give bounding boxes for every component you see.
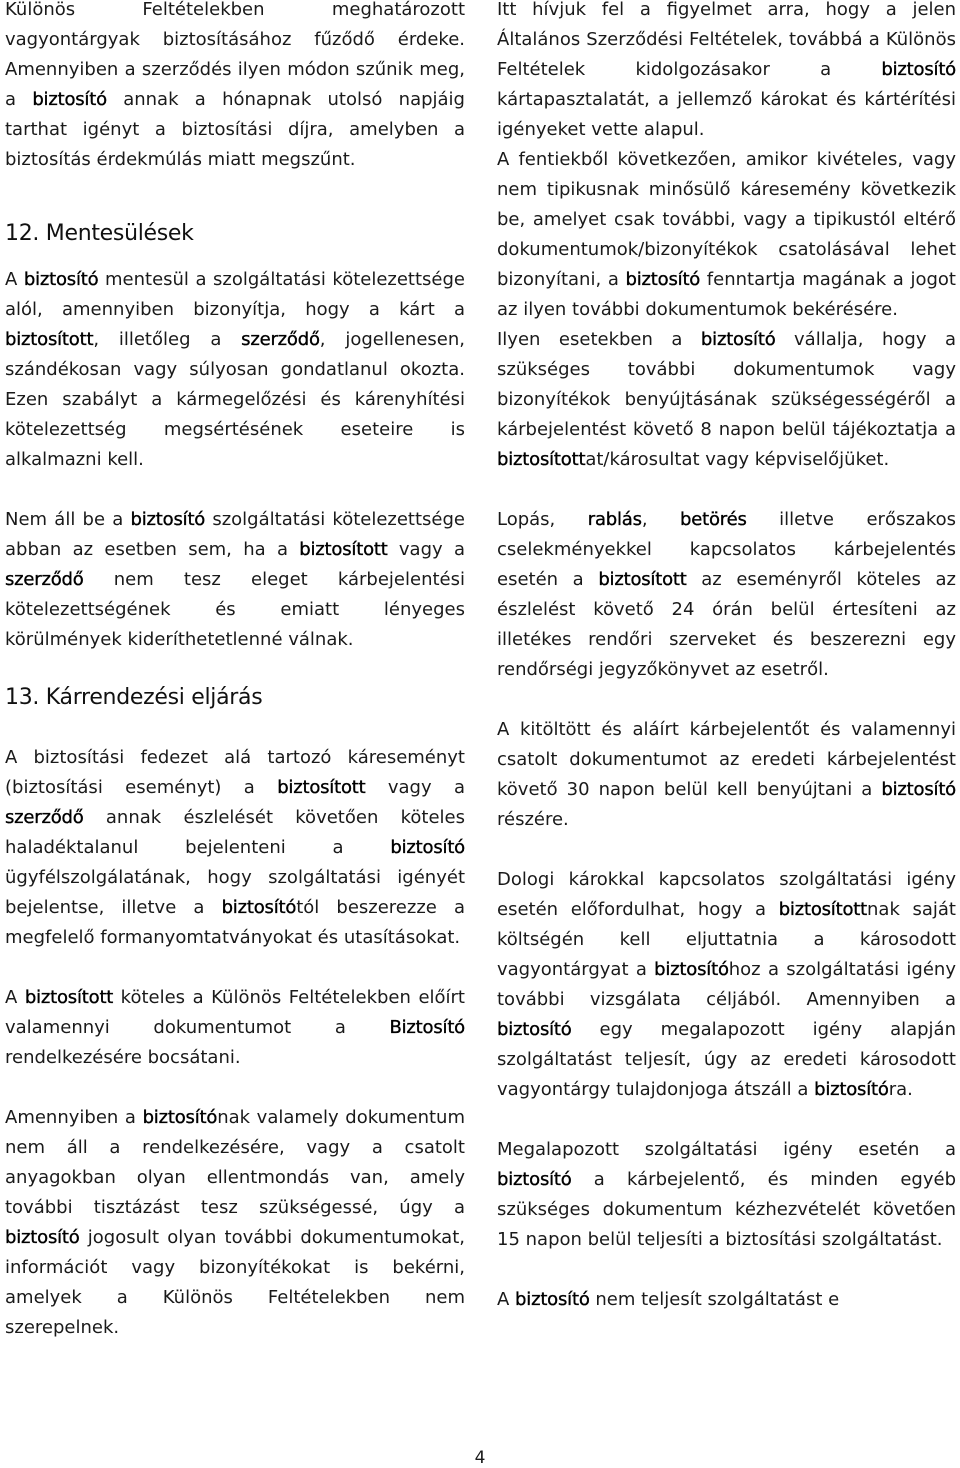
text-run: Dologi károkkal kapcsolatos szolgáltatási igény esetén előfordulhat, hogy a [497,869,956,920]
defined-term: biztosító [881,59,956,80]
defined-term: biztosított [598,569,687,590]
paragraph [497,505,956,685]
paragraph [497,1135,956,1255]
text-run: A biztosítási fedezet alá tartozó káreseményt (biztosítási eseményt) a [5,747,465,798]
defined-term: biztosító [881,779,956,800]
defined-term: szerződő [241,329,320,350]
text-run: , jogellenesen, szándékosan vagy súlyosan gondatlanul okozta. Ezen szabályt a kármegelőzési és kárenyhítési kötelezettség megsértésének eseteire is alkalmazni kell. [5,329,465,470]
text-run: Különös Feltételekben meghatározott vagyontárgyak biztosításához fűződő érdeke. Amennyiben a szerződés ilyen módon szűnik meg, a [5,0,465,110]
paragraph [5,1103,465,1343]
text-run: nem tesz eleget kárbejelentési kötelezettségének és emiatt lényeges körülmények kideríthetetlenné válnak. [5,569,465,650]
text-run: fenntartja magának a jogot az ilyen további dokumentumok bekérésére. [497,269,956,320]
text-run: rendelkezésére bocsátani. [5,1047,241,1068]
page-number: 4 [474,1448,486,1468]
text-run: vagy a [387,539,465,560]
defined-term: biztosított [277,777,366,798]
defined-term: biztosított [24,987,114,1008]
paragraph [5,265,465,475]
text-run: ra. [888,1079,913,1100]
text-run: A kitöltött és aláírt kárbejelentőt és valamennyi csatolt dokumentumot az eredeti kárbejelentést követő 30 napon belül kell benyújtani a [497,719,956,800]
text-run: kártapasztalatát, a jellemző károkat és kártérítési igényeket vette alapul. [497,89,956,140]
defined-term: Biztosító [389,1017,465,1038]
defined-term: biztosított [497,449,586,470]
defined-term: biztosító [497,1169,572,1190]
paragraph [5,743,465,953]
text-run: illetve erőszakos cselekményekkel kapcsolatos kárbejelentés esetén a [497,509,956,590]
text-run: A [497,1289,516,1310]
text-run: A fentiekből következően, amikor kivételes, vagy nem tipikusnak minősülő káresemény következik be, amelyet csak további, vagy a tipikustól eltérő dokumentumok/bizonyítékok csatolásával lehet bizonyítani, a [497,149,956,290]
paragraph [497,0,956,145]
text-run: Amennyiben a [5,1107,143,1128]
defined-term: biztosító [814,1079,889,1100]
defined-term: szerződő [5,807,84,828]
text-run: hoz a szolgáltatási igény további vizsgálata céljából. Amennyiben a [497,959,956,1010]
defined-term: biztosító [5,1227,80,1248]
paragraph [497,325,956,475]
text-run: at/károsultat vagy képviselőjüket. [585,449,890,470]
text-run: jogosult olyan további dokumentumokat, információt vagy bizonyítékokat is bekérni, amelyek a Különös Feltételekben nem szerepelnek. [5,1227,465,1338]
text-run: , [641,509,681,530]
right-column [497,0,956,1315]
defined-term: biztosított [299,539,388,560]
defined-term: biztosító [130,509,206,530]
defined-term: szerződő [5,569,84,590]
text-run: ügyfélszolgálatának, hogy szolgáltatási igényét bejelentse, illetve a [5,867,465,918]
text-run: Ilyen esetekben a [497,329,701,350]
defined-term: biztosító [700,329,776,350]
defined-term: biztosított [5,329,94,350]
text-run: A [5,269,24,290]
text-run: részére. [497,809,569,830]
defined-term: betörés [680,509,747,530]
section-heading-12: 12. Mentesülések [5,221,194,246]
defined-term: biztosított [778,899,867,920]
text-run: egy megalapozott igény alapján szolgáltatást teljesít, úgy az eredeti károsodott vagyontárgy tulajdonjoga átszáll a [497,1019,956,1100]
defined-term: biztosító [221,897,297,918]
paragraph [5,983,465,1073]
text-run: a kárbejelentő, és minden egyéb szükséges dokumentum kézhezvételét követően 15 napon belül teljesíti a biztosítási szolgáltatást. [497,1169,956,1250]
paragraph [497,1285,956,1315]
defined-term: biztosító [515,1289,590,1310]
paragraph [5,505,465,655]
text-run: Nem áll be a [5,509,131,530]
text-run: annak észlelését követően köteles haladéktalanul bejelenteni a [5,807,465,858]
paragraph [5,0,465,175]
defined-term: rablás [587,509,642,530]
text-run: vállalja, hogy a szükséges további dokumentumok vagy bizonyítékok benyújtásának szükségességéről a kárbejelentést követő 8 napon belül tájékoztatja a [497,329,956,440]
paragraph [497,715,956,835]
paragraph [497,865,956,1105]
defined-term: biztosító [497,1019,572,1040]
text-run: az eseményről köteles az észlelést követő 24 órán belül értesíteni az illetékes rendőri szerveket és beszerezni egy rendőrségi jegyzőkönyvet az esetről. [497,569,956,680]
text-run: szolgáltatási kötelezettsége abban az esetben sem, ha a [5,509,466,560]
defined-term: biztosító [142,1107,218,1128]
defined-term: biztosító [32,89,107,110]
text-run: annak a hónapnak utolsó napjáig tarthat igényt a biztosítási díjra, amelyben a biztosítás érdekmúlás miatt megszűnt. [5,89,465,170]
defined-term: biztosító [390,837,465,858]
text-run: tól beszerezze a megfelelő formanyomtatványokat és utasításokat. [5,897,465,948]
text-run: Itt hívjuk fel a figyelmet arra, hogy a jelen Általános Szerződési Feltételek, továbbá a Különös Feltételek kidolgozásakor a [497,0,956,80]
defined-term: biztosító [23,269,99,290]
text-run: A [5,987,25,1008]
text-run: köteles a Különös Feltételekben előírt valamennyi dokumentumot a [5,987,465,1038]
text-run: nak saját költségén kell eljuttatnia a károsodott vagyontárgyat a [497,899,956,980]
text-run: nak valamely dokumentum nem áll a rendelkezésére, vagy a csatolt anyagokban olyan ellentmondás van, amely további tisztázást tesz szükségessé, úgy a [5,1107,465,1218]
section-heading-13: 13. Kárrendezési eljárás [5,685,263,710]
text-run: Megalapozott szolgáltatási igény esetén a [497,1139,956,1160]
paragraph [497,145,956,325]
text-run: Lopás, [497,509,588,530]
defined-term: biztosító [654,959,729,980]
text-run: mentesül a szolgáltatási kötelezettsége alól, amennyiben bizonyítja, hogy a kárt a [5,269,466,320]
left-column [5,0,465,1343]
defined-term: biztosító [625,269,701,290]
text-run: , illetőleg a [93,329,242,350]
text-run: nem teljesít szolgáltatást e [589,1289,840,1310]
text-run: vagy a [365,777,465,798]
